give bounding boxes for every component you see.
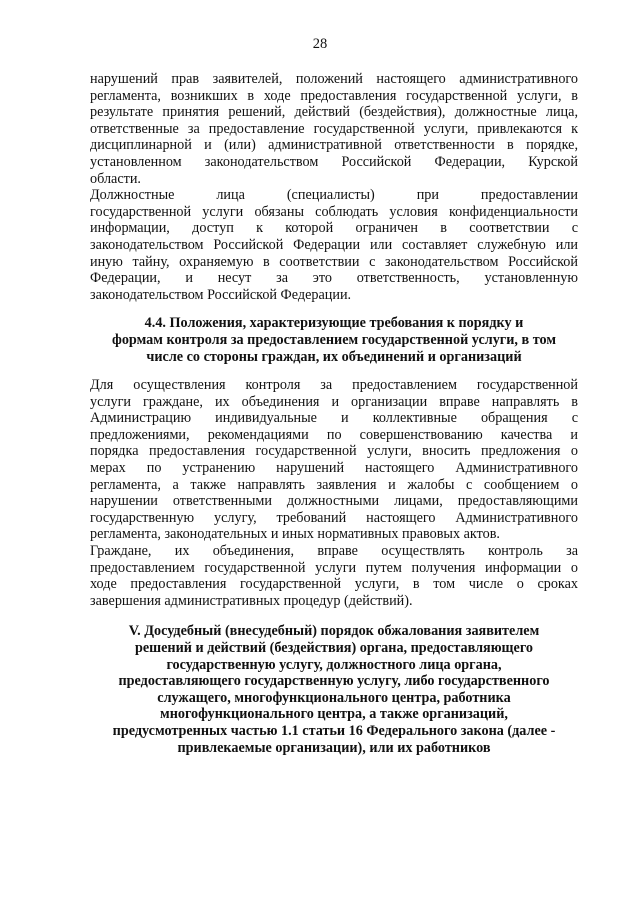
paragraph-responsibility: нарушений прав заявителей, положений настоящего административного регламента, возникших в ходе предоставления государственной услуги, в результате принятия решений, действий (бездействия), должностные лица, ответственные за предоставление государственной услуги, привлекаются к дисциплинарной и (или) административной ответственности в порядке, установленном законодательством Российской Федерации, Курской	[90, 71, 578, 170]
paragraph-citizen-information: Граждане, их объединения, вправе осуществлять контроль за предоставлением государственной услуги путем получения информации о ходе предоставления государственной услуги, в том числе о сроках	[90, 543, 578, 593]
paragraph-citizen-control-end: регламента, законодательных и иных нормативных правовых актов.	[90, 526, 500, 543]
paragraph-citizen-control: Для осуществления контроля за предоставлением государственной услуги граждане, их объединения и организации вправе направлять в Администрацию индивидуальные и коллективные обращения с предложениями, рекомендациями по совершенствованию качества и порядка предоставления государственной услуги, вносить предложения о мерах по устранению нарушений настоящего Административного регламента, а также направлять заявления и жалобы с сообщением о нарушении ответственными должностными лицами, предоставляющими государственную услугу, требований настоящего Административного	[90, 377, 578, 526]
paragraph-confidentiality-end: законодательством Российской Федерации.	[90, 286, 352, 303]
paragraph-citizen-information-end: завершения административных процедур (действий).	[90, 592, 413, 609]
section-heading-v: V. Досудебный (внесудебный) порядок обжалования заявителем решений и действий (бездействия) органа, предоставляющего государственную услугу, должностного лица органа, предоставляющего государственную услугу, либо государственного служащего, многофункционального центра, работника многофункционального центра, а также организаций, предусмотренных частью 1.1 статьи 16 Федерального закона (далее - привлекаемые организации), или их работников	[112, 623, 556, 756]
paragraph-responsibility-end: области.	[90, 170, 141, 187]
page-content	[90, 71, 578, 756]
paragraph-confidentiality: Должностные лица (специалисты) при предоставлении государственной услуги обязаны соблюдать условия конфиденциальности информации, доступ к которой ограничен в соответствии с законодательством Российской Федерации или составляет служебную или иную тайну, охраняемую в соответствии с законодательством Российской Федерации, и несут за это ответственность, установленную	[90, 187, 578, 287]
section-heading-4-4: 4.4. Положения, характеризующие требования к порядку и формам контроля за предоставлением государственной услуги, в том числе со стороны граждан, их объединений и организаций	[112, 315, 556, 365]
page-number: 28	[312, 36, 328, 52]
